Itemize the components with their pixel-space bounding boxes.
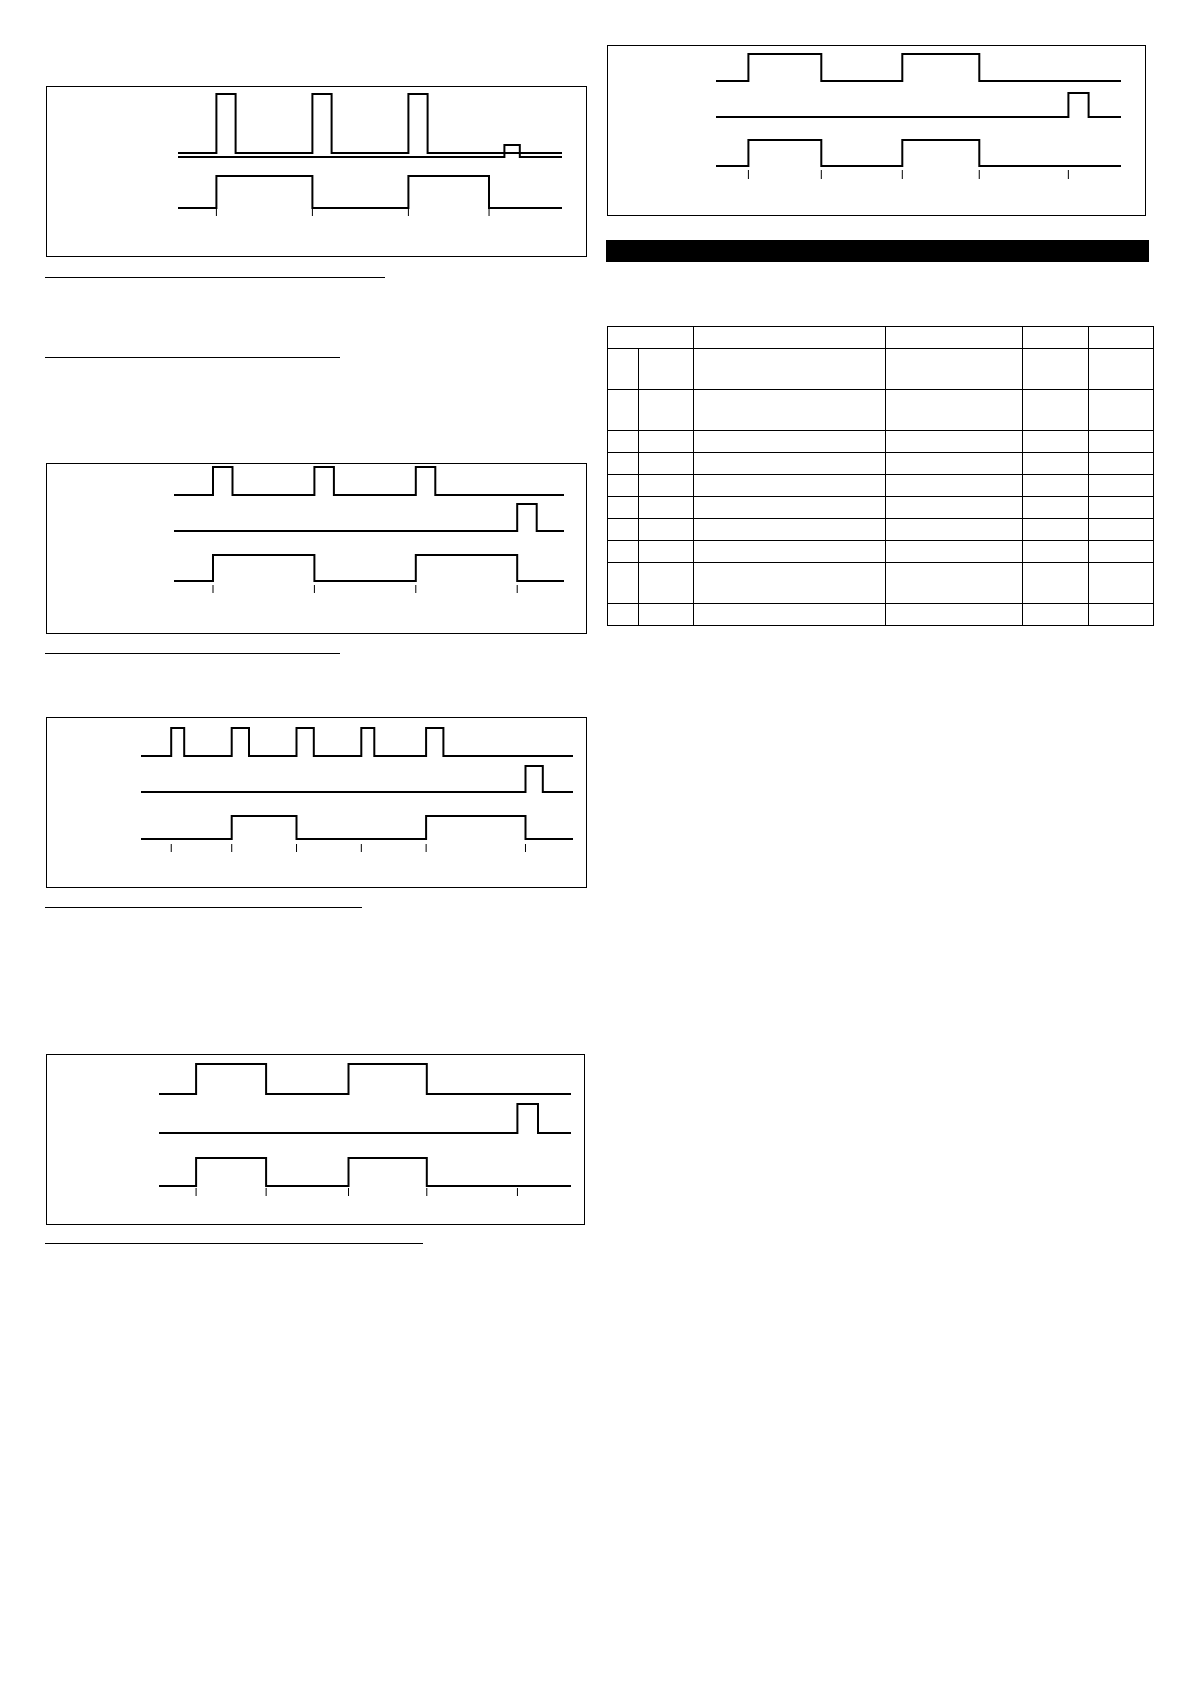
table-cell xyxy=(886,349,1023,390)
timing-diagram-1-svg xyxy=(47,87,588,258)
table-cell xyxy=(1089,349,1154,390)
table-row xyxy=(608,349,1154,390)
table-row xyxy=(608,431,1154,453)
table-cell xyxy=(608,497,639,519)
timing-diagram-2 xyxy=(46,463,587,634)
waveform-output xyxy=(174,555,564,581)
table-cell xyxy=(1089,497,1154,519)
table-cell xyxy=(1089,431,1154,453)
waveform-clock xyxy=(716,54,1121,81)
waveform-output xyxy=(141,816,573,839)
table-cell xyxy=(608,390,639,431)
table-cell xyxy=(1023,431,1089,453)
table-cell xyxy=(639,349,694,390)
waveform-reset xyxy=(159,1104,571,1133)
table-cell xyxy=(886,453,1023,475)
table-cell xyxy=(694,541,886,563)
caption-underline-2 xyxy=(45,653,340,654)
timing-diagram-5-svg xyxy=(608,46,1147,217)
timing-diagram-3 xyxy=(46,717,587,888)
table-cell xyxy=(608,604,639,626)
waveform-output xyxy=(178,176,562,208)
table-cell xyxy=(639,431,694,453)
table-cell xyxy=(1023,563,1089,604)
table-cell xyxy=(608,349,639,390)
waveform-clock xyxy=(159,1064,571,1094)
table-row xyxy=(608,453,1154,475)
table-row xyxy=(608,604,1154,626)
table-cell xyxy=(639,497,694,519)
table-cell xyxy=(1089,604,1154,626)
waveform-clock xyxy=(174,467,564,495)
table-cell xyxy=(694,390,886,431)
section-header-bar xyxy=(606,240,1149,262)
header-cell xyxy=(608,327,694,349)
table-cell xyxy=(886,497,1023,519)
table-cell xyxy=(886,541,1023,563)
table-cell xyxy=(1023,390,1089,431)
table-cell xyxy=(639,604,694,626)
waveform-reset xyxy=(716,93,1121,117)
section-underline-1 xyxy=(45,357,340,358)
caption-underline-4 xyxy=(45,1243,423,1244)
spec-table-body xyxy=(608,327,1154,626)
table-cell xyxy=(608,475,639,497)
table-cell xyxy=(694,563,886,604)
table-cell xyxy=(608,453,639,475)
table-header-row xyxy=(608,327,1154,349)
table-cell xyxy=(694,519,886,541)
caption-underline-3 xyxy=(45,907,362,908)
table-cell xyxy=(886,475,1023,497)
table-cell xyxy=(608,431,639,453)
waveform-clock xyxy=(141,728,573,756)
waveform-output xyxy=(159,1158,571,1186)
table-cell xyxy=(1023,519,1089,541)
header-cell xyxy=(694,327,886,349)
table-cell xyxy=(694,453,886,475)
timing-diagram-3-svg xyxy=(47,718,588,889)
table-cell xyxy=(886,563,1023,604)
table-cell xyxy=(1023,453,1089,475)
table-cell xyxy=(1023,541,1089,563)
table-row xyxy=(608,541,1154,563)
table-row xyxy=(608,390,1154,431)
table-cell xyxy=(694,604,886,626)
table-cell xyxy=(639,453,694,475)
timing-diagram-4-svg xyxy=(47,1055,586,1226)
table-cell xyxy=(886,390,1023,431)
table-cell xyxy=(1089,390,1154,431)
waveform-reset xyxy=(174,504,564,531)
table-cell xyxy=(694,349,886,390)
table-cell xyxy=(608,519,639,541)
table-cell xyxy=(639,563,694,604)
table-cell xyxy=(608,541,639,563)
header-cell xyxy=(886,327,1023,349)
timing-diagram-5 xyxy=(607,45,1146,216)
caption-underline-1 xyxy=(45,277,385,278)
table-cell xyxy=(1089,541,1154,563)
table-cell xyxy=(1023,604,1089,626)
table-row xyxy=(608,475,1154,497)
table-row xyxy=(608,563,1154,604)
table-cell xyxy=(1089,519,1154,541)
waveform-reset xyxy=(141,766,573,792)
table-cell xyxy=(1023,349,1089,390)
table-cell xyxy=(1023,497,1089,519)
table-cell xyxy=(694,497,886,519)
table-cell xyxy=(1023,475,1089,497)
table-cell xyxy=(639,475,694,497)
waveform-output xyxy=(716,140,1121,166)
table-cell xyxy=(639,519,694,541)
table-cell xyxy=(694,431,886,453)
table-cell xyxy=(608,563,639,604)
table-cell xyxy=(1089,475,1154,497)
table-cell xyxy=(1089,563,1154,604)
table-row xyxy=(608,519,1154,541)
table-cell xyxy=(639,390,694,431)
header-cell xyxy=(1089,327,1154,349)
table-cell xyxy=(886,431,1023,453)
header-cell xyxy=(1023,327,1089,349)
table-cell xyxy=(1089,453,1154,475)
table-cell xyxy=(639,541,694,563)
table-cell xyxy=(886,604,1023,626)
table-cell xyxy=(886,519,1023,541)
timing-diagram-2-svg xyxy=(47,464,588,635)
timing-diagram-4 xyxy=(46,1054,585,1225)
timing-diagram-1 xyxy=(46,86,587,257)
spec-table xyxy=(607,326,1154,626)
table-row xyxy=(608,497,1154,519)
table-cell xyxy=(694,475,886,497)
